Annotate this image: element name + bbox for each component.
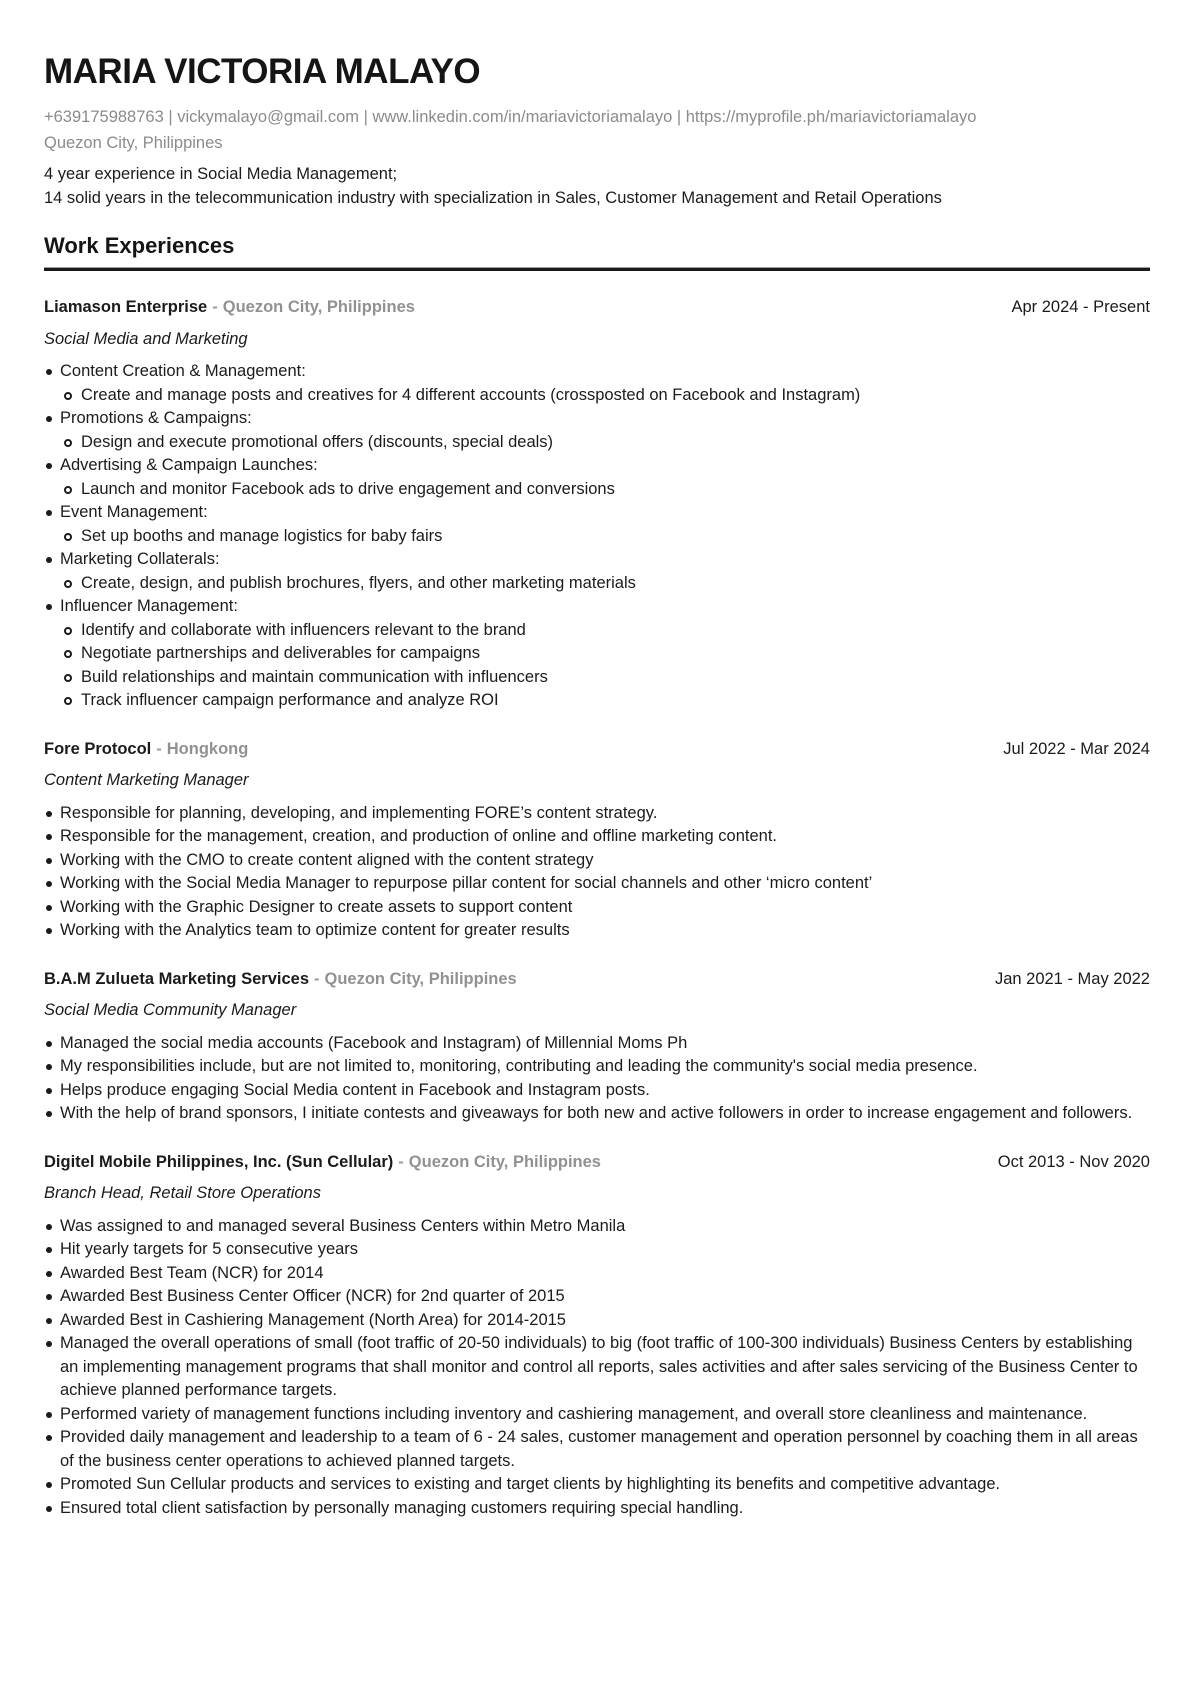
job-header: [44, 968, 1150, 992]
job-role-title: Content Marketing Manager: [44, 771, 249, 789]
sub-bullet-item: [44, 666, 1150, 690]
bullet-text: Content Creation & Management:: [60, 362, 306, 380]
bullet-disc-icon: [46, 1482, 52, 1488]
bullet-text: Create and manage posts and creatives for 4 different accounts (crossposted on Facebook and Instagram): [81, 385, 861, 404]
summary-line-1: 4 year experience in Social Media Management;: [44, 165, 398, 183]
job-bullet-list: [44, 1215, 1150, 1521]
bullet-item: [44, 360, 1150, 384]
bullet-disc-icon: [46, 1224, 52, 1230]
job-company-location: [44, 738, 248, 762]
bullet-disc-icon: [46, 604, 52, 610]
bullet-text: Identify and collaborate with influencers relevant to the brand: [81, 620, 526, 639]
bullet-text: Set up booths and manage logistics for baby fairs: [81, 526, 443, 545]
bullet-text: Performed variety of management functions including inventory and cashiering management, and overall store cleanliness and maintenance.: [60, 1404, 1088, 1423]
bullet-item: [44, 1215, 1150, 1239]
bullet-text: Create, design, and publish brochures, flyers, and other marketing materials: [81, 573, 636, 592]
bullet-circle-icon: [64, 439, 72, 447]
bullet-circle-icon: [64, 697, 72, 705]
sub-bullet-item: [44, 478, 1150, 502]
bullet-item: [44, 1309, 1150, 1333]
separator-dash: -: [314, 969, 320, 988]
sub-bullet-item: [44, 642, 1150, 666]
bullet-item: [44, 825, 1150, 849]
location-line: Quezon City, Philippines: [44, 134, 223, 152]
bullet-disc-icon: [46, 416, 52, 422]
job-company-location: [44, 968, 517, 992]
summary-line-2: 14 solid years in the telecommunication industry with specialization in Sales, Customer Management and Retail Operations: [44, 188, 942, 207]
company-location: Hongkong: [166, 739, 249, 758]
job-bullet-list: [44, 1032, 1150, 1126]
bullet-text: With the help of brand sponsors, I initiate contests and giveaways for both new and active followers in order to increase engagement and followers.: [60, 1104, 1133, 1122]
bullet-text: Helps produce engaging Social Media content in Facebook and Instagram posts.: [60, 1080, 650, 1099]
bullet-text: Managed the overall operations of small (foot traffic of 20-50 individuals) to big (foot traffic of 100-300 individuals) Business Centers by establishing an implementing management programs that shall monitor and control all reports, sales activities and after sales servicing of the Business Center to achieve planned performance targets.: [60, 1334, 1138, 1399]
job-dates: Apr 2024 - Present: [1011, 298, 1150, 316]
job-dates: Jan 2021 - May 2022: [994, 969, 1150, 988]
bullet-text: Working with the CMO to create content aligned with the content strategy: [60, 850, 594, 869]
bullet-text: Managed the social media accounts (Facebook and Instagram) of Millennial Moms Ph: [60, 1033, 688, 1052]
bullet-disc-icon: [46, 510, 52, 516]
bullet-item: [44, 1102, 1150, 1126]
bullet-disc-icon: [46, 1294, 52, 1300]
job-entry: [44, 968, 1150, 1126]
sub-bullet-item: [44, 619, 1150, 643]
bullet-text: Launch and monitor Facebook ads to drive engagement and conversions: [81, 479, 615, 498]
bullet-disc-icon: [46, 1435, 52, 1441]
job-header: [44, 1151, 1150, 1175]
section-divider: [44, 267, 1150, 271]
job-company-location: [44, 296, 415, 320]
bullet-disc-icon: [46, 369, 52, 375]
bullet-text: Responsible for planning, developing, and implementing FORE’s content strategy.: [60, 803, 658, 822]
bullet-disc-icon: [46, 1088, 52, 1094]
bullet-text: Provided daily management and leadership to a team of 6 - 24 sales, customer management and operation personnel by coaching them in all areas of the business center operations to achieved planned targets.: [60, 1428, 1138, 1470]
bullet-text: Ensured total client satisfaction by personally managing customers requiring special handling.: [60, 1498, 744, 1517]
bullet-item: [44, 896, 1150, 920]
bullet-disc-icon: [46, 1412, 52, 1418]
bullet-text: Working with the Analytics team to optimize content for greater results: [60, 921, 570, 939]
job-bullet-list: [44, 360, 1150, 713]
bullet-disc-icon: [46, 1318, 52, 1324]
bullet-disc-icon: [46, 1064, 52, 1070]
bullet-item: [44, 872, 1150, 896]
job-entry: [44, 1151, 1150, 1521]
sub-bullet-item: [44, 384, 1150, 408]
bullet-item: [44, 595, 1150, 619]
bullet-circle-icon: [64, 580, 72, 588]
bullet-text: Was assigned to and managed several Business Centers within Metro Manila: [60, 1216, 626, 1235]
bullet-disc-icon: [46, 1041, 52, 1047]
bullet-disc-icon: [46, 463, 52, 469]
job-role-title: Social Media and Marketing: [44, 329, 248, 348]
bullet-disc-icon: [46, 858, 52, 864]
bullet-circle-icon: [64, 674, 72, 682]
job-role-title: Branch Head, Retail Store Operations: [44, 1184, 321, 1202]
company-location: Quezon City, Philippines: [222, 298, 415, 316]
bullet-text: Awarded Best Team (NCR) for 2014: [60, 1263, 324, 1282]
section-title-work-experiences: Work Experiences: [44, 233, 235, 258]
bullet-disc-icon: [46, 1341, 52, 1347]
job-header: [44, 296, 1150, 320]
bullet-item: [44, 1473, 1150, 1497]
job-role-title: Social Media Community Manager: [44, 1001, 297, 1019]
bullet-item: [44, 1497, 1150, 1521]
bullet-item: [44, 1055, 1150, 1079]
bullet-item: [44, 1403, 1150, 1427]
bullet-circle-icon: [64, 486, 72, 494]
bullet-text: Track influencer campaign performance and analyze ROI: [81, 691, 499, 709]
bullet-disc-icon: [46, 834, 52, 840]
company-location: Quezon City, Philippines: [408, 1152, 601, 1171]
job-dates: Oct 2013 - Nov 2020: [997, 1152, 1150, 1171]
sub-bullet-item: [44, 431, 1150, 455]
job-entry: [44, 738, 1150, 943]
bullet-disc-icon: [46, 811, 52, 817]
company-name: B.A.M Zulueta Marketing Services: [44, 969, 309, 988]
separator-dash: -: [398, 1152, 404, 1171]
sub-bullet-item: [44, 525, 1150, 549]
contact-line: +639175988763 | vickymalayo@gmail.com | www.linkedin.com/in/mariavictoriamalayo | https://myprofile.ph/mariavictoriamalayo: [44, 108, 977, 126]
bullet-disc-icon: [46, 557, 52, 563]
bullet-text: Event Management:: [60, 503, 208, 521]
job-bullet-list: [44, 802, 1150, 943]
bullet-item: [44, 1285, 1150, 1309]
summary-block: [44, 163, 1150, 210]
job-dates: Jul 2022 - Mar 2024: [1003, 739, 1150, 758]
bullet-item: [44, 1079, 1150, 1103]
job-header: [44, 738, 1150, 762]
bullet-circle-icon: [64, 392, 72, 400]
bullet-text: Build relationships and maintain communication with influencers: [81, 667, 548, 686]
bullet-disc-icon: [46, 928, 52, 934]
sub-bullet-item: [44, 572, 1150, 596]
bullet-item: [44, 849, 1150, 873]
bullet-disc-icon: [46, 881, 52, 887]
bullet-disc-icon: [46, 1111, 52, 1117]
company-name: Fore Protocol: [44, 739, 152, 758]
bullet-item: [44, 548, 1150, 572]
bullet-text: Hit yearly targets for 5 consecutive years: [60, 1240, 359, 1258]
jobs-list: [44, 296, 1150, 1520]
bullet-text: Working with the Graphic Designer to create assets to support content: [60, 897, 573, 916]
bullet-text: Negotiate partnerships and deliverables for campaigns: [81, 644, 480, 662]
bullet-text: My responsibilities include, but are not limited to, monitoring, contributing and leading the community's social media presence.: [60, 1057, 978, 1075]
bullet-circle-icon: [64, 627, 72, 635]
bullet-item: [44, 501, 1150, 525]
company-name: Liamason Enterprise: [44, 298, 208, 316]
bullet-item: [44, 454, 1150, 478]
sub-bullet-item: [44, 689, 1150, 713]
bullet-disc-icon: [46, 1506, 52, 1512]
bullet-item: [44, 802, 1150, 826]
separator-dash: -: [212, 298, 218, 316]
bullet-circle-icon: [64, 650, 72, 658]
company-location: Quezon City, Philippines: [324, 969, 517, 988]
bullet-text: Promotions & Campaigns:: [60, 409, 252, 427]
bullet-item: [44, 919, 1150, 943]
bullet-item: [44, 407, 1150, 431]
job-company-location: [44, 1151, 601, 1175]
bullet-disc-icon: [46, 905, 52, 911]
person-name: MARIA VICTORIA MALAYO: [44, 52, 481, 91]
bullet-item: [44, 1238, 1150, 1262]
bullet-circle-icon: [64, 533, 72, 541]
bullet-text: Advertising & Campaign Launches:: [60, 456, 318, 474]
bullet-text: Working with the Social Media Manager to repurpose pillar content for social channels and other ‘micro content’: [60, 874, 873, 892]
bullet-text: Promoted Sun Cellular products and services to existing and target clients by highlighting its benefits and competitive advantage.: [60, 1475, 1001, 1493]
bullet-item: [44, 1032, 1150, 1056]
bullet-item: [44, 1332, 1150, 1403]
bullet-item: [44, 1262, 1150, 1286]
bullet-disc-icon: [46, 1247, 52, 1253]
bullet-text: Marketing Collaterals:: [60, 550, 220, 568]
bullet-text: Responsible for the management, creation, and production of online and offline marketing content.: [60, 827, 777, 845]
bullet-text: Awarded Best in Cashiering Management (North Area) for 2014-2015: [60, 1310, 566, 1329]
separator-dash: -: [156, 739, 162, 758]
company-name: Digitel Mobile Philippines, Inc. (Sun Cellular): [44, 1152, 394, 1171]
job-entry: [44, 296, 1150, 713]
bullet-text: Design and execute promotional offers (discounts, special deals): [81, 432, 554, 451]
bullet-item: [44, 1426, 1150, 1473]
bullet-disc-icon: [46, 1271, 52, 1277]
bullet-text: Influencer Management:: [60, 597, 238, 615]
bullet-text: Awarded Best Business Center Officer (NCR) for 2nd quarter of 2015: [60, 1287, 565, 1305]
